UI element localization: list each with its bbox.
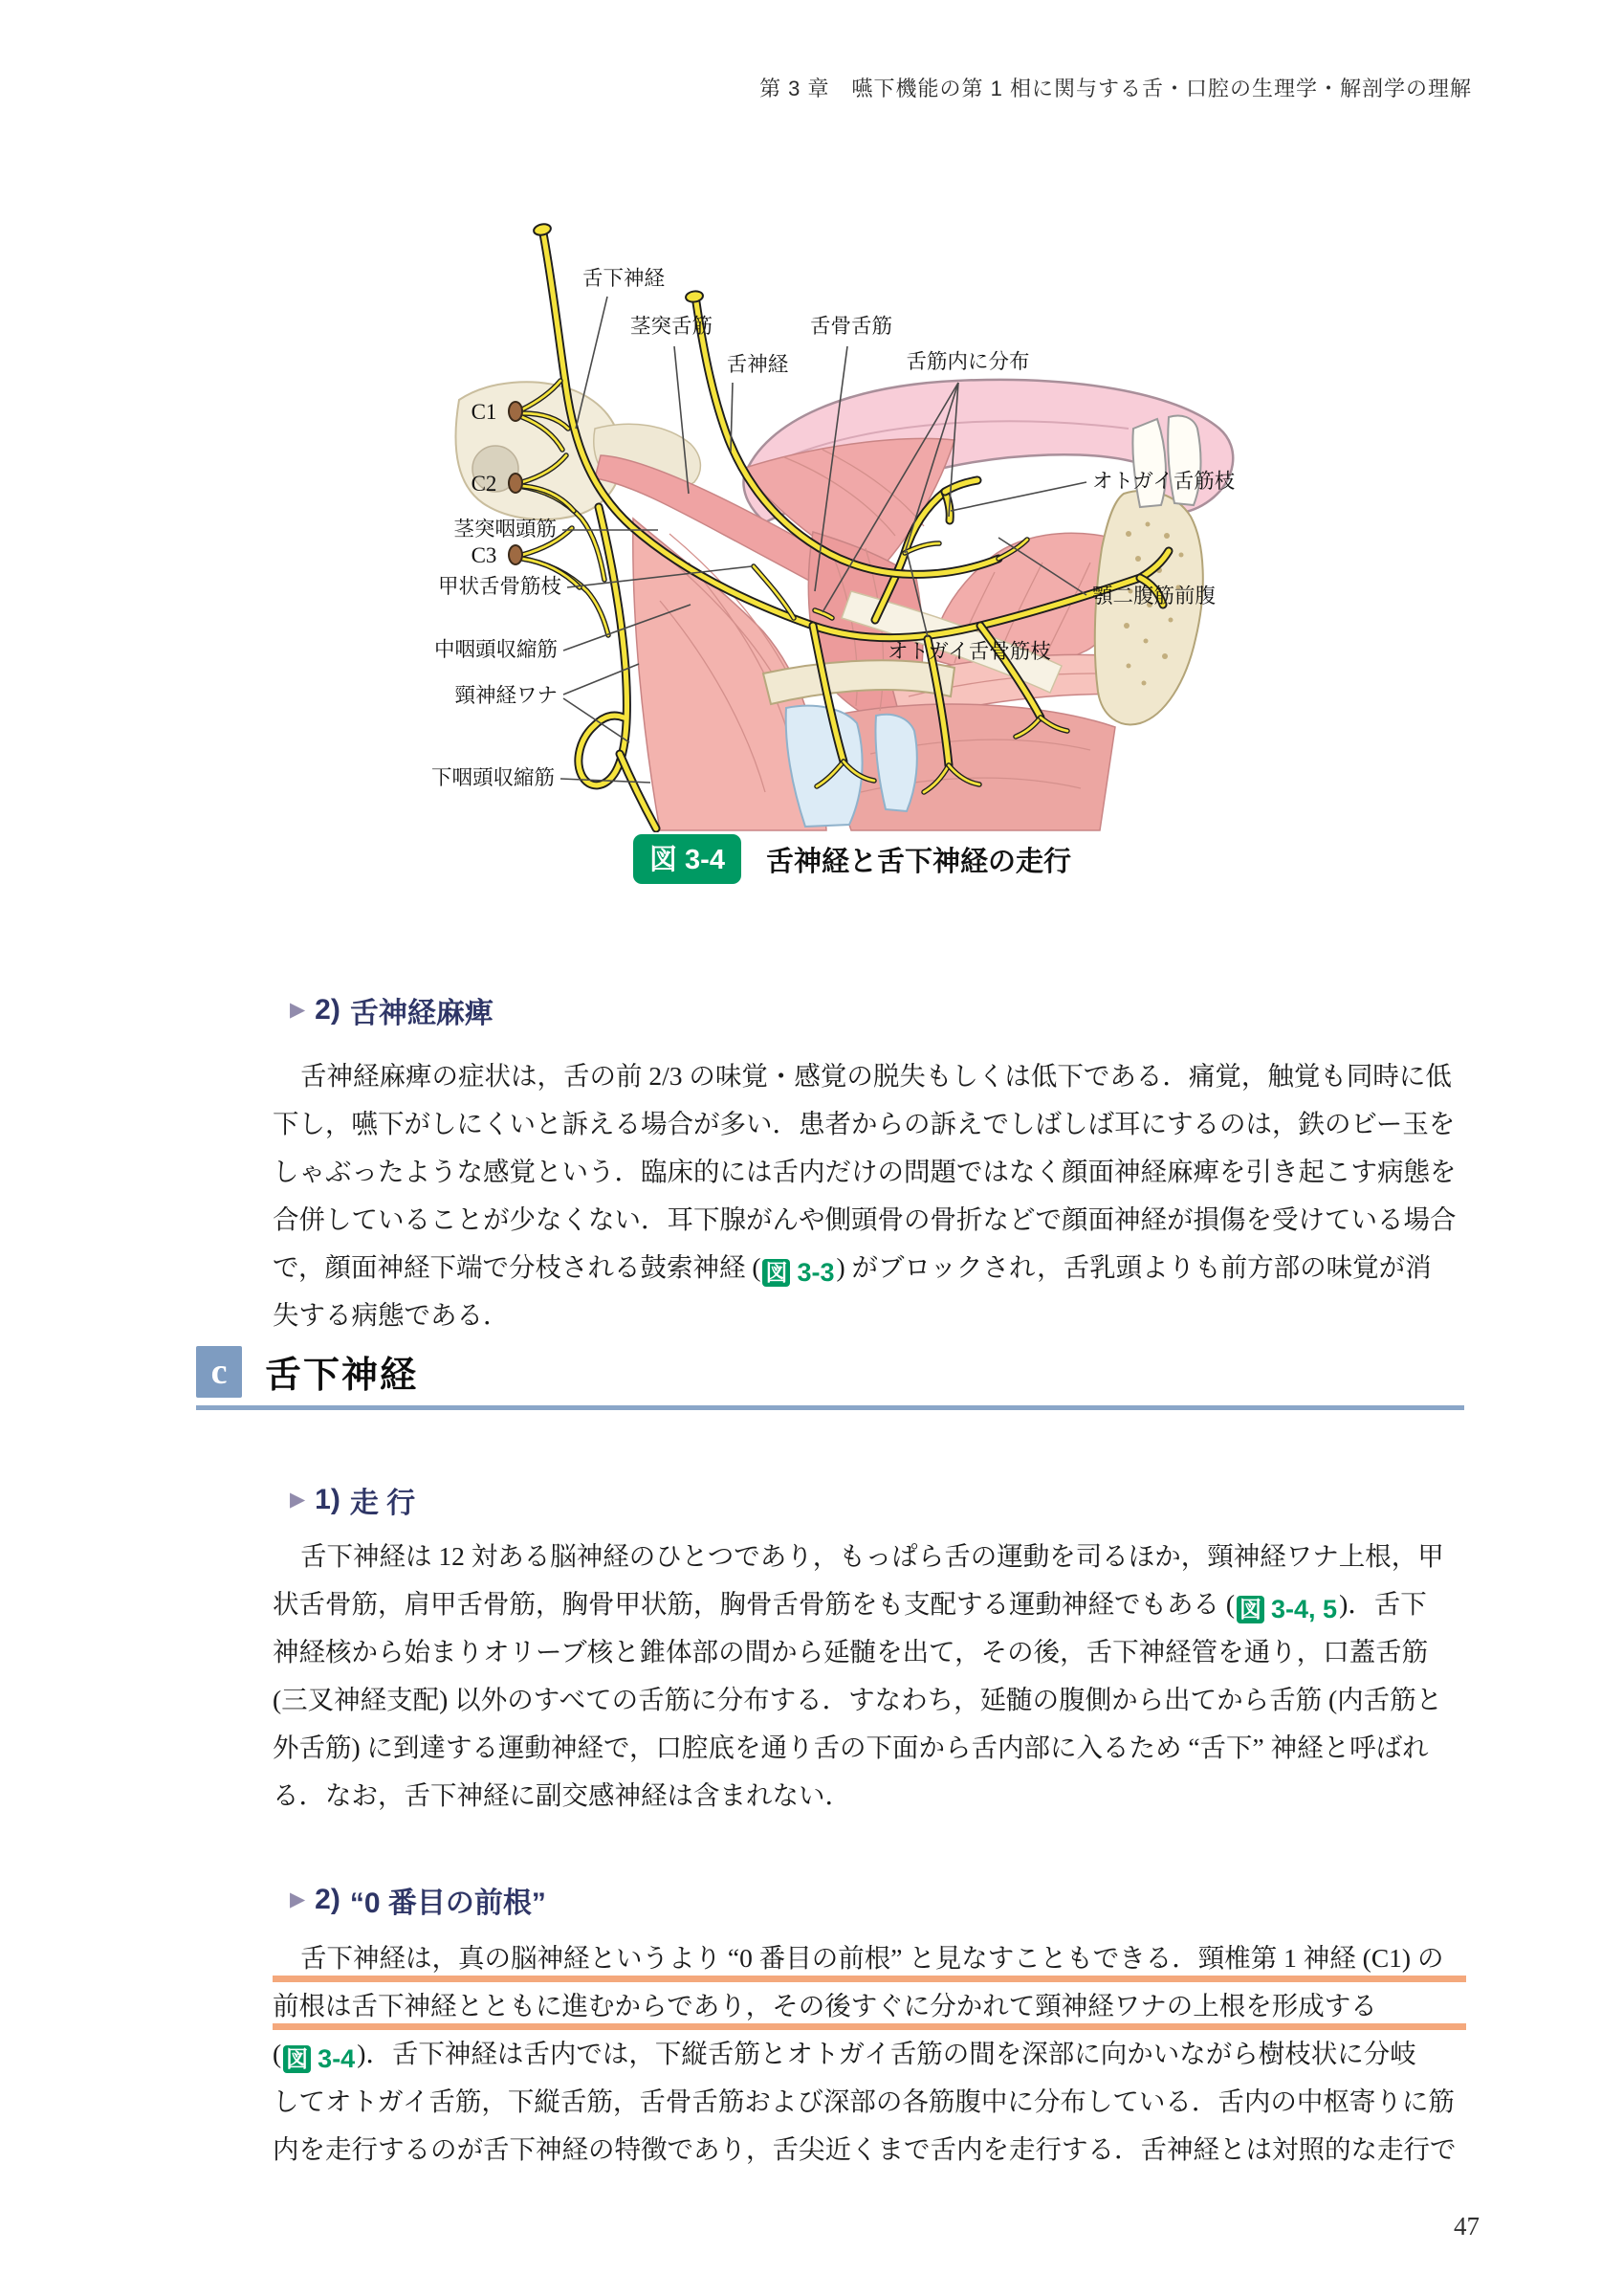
figure-reference — [1237, 1596, 1337, 1623]
inferior-pharyngeal-constrictor-label: 下咽頭収縮筋 — [430, 766, 555, 789]
thyrohyoid-branch-label: 甲状舌骨筋枝 — [437, 575, 561, 598]
text-segment: ) がブロックされ，舌乳頭よりも前方部の味覚が消 — [836, 1252, 1432, 1282]
text-line — [273, 1934, 1466, 1982]
section-number: 2) — [315, 1884, 340, 1915]
section-header-hypoglossal — [196, 1345, 1464, 1410]
section-heading-tongue-nerve-palsy — [290, 989, 493, 1031]
section-number: 1) — [315, 1484, 340, 1515]
geniohyoid-branch-label: オトガイ舌骨筋枝 — [888, 640, 1051, 663]
text-segment: 状舌骨筋，肩甲舌骨筋，胸骨甲状筋，胸骨舌骨筋をも支配する運動神経でもある ( — [273, 1589, 1236, 1619]
figure-caption — [633, 834, 1071, 884]
text-segment: 外舌筋) に到達する運動神経で，口腔底を通り舌の下面から舌内部に入るため “舌下” 神経と呼ばれ — [273, 1733, 1429, 1762]
section-title: “0 番目の前根” — [349, 1888, 546, 1919]
text-segment: 舌神経麻痺の症状は，舌の前 2/3 の味覚・感覚の脱失もしくは低下である．痛覚，触覚も同時に低 — [300, 1061, 1452, 1091]
triangle-marker-icon: ▶ — [290, 998, 306, 1021]
triangle-marker-icon: ▶ — [290, 1488, 306, 1511]
figure-ref-number: 3-4, 5 — [1271, 1595, 1338, 1623]
figure-ref-badge: 図 — [283, 2045, 311, 2073]
section-title: 舌神経麻痺 — [349, 998, 493, 1029]
text-line — [273, 1196, 1466, 1244]
stylopharyngeus-muscle-label: 茎突咽頭筋 — [453, 518, 557, 541]
text-line — [273, 1100, 1466, 1148]
middle-pharyngeal-constrictor-label: 中咽頭収縮筋 — [433, 638, 558, 661]
genioglossus-branch-leader-line — [951, 482, 1086, 511]
figure-reference — [283, 2045, 355, 2073]
text-segment: してオトガイ舌筋，下縦舌筋，舌骨舌筋および深部の各筋腹中に分布している．舌内の中枢寄りに筋 — [273, 2086, 1455, 2116]
text-line — [273, 1676, 1466, 1724]
text-line — [273, 1244, 1466, 1292]
text-segment: しゃぶったような感覚という．臨床的には舌内だけの問題ではなく顔面神経麻痺を引き起こす病態を — [273, 1157, 1457, 1186]
figure-ref-badge: 図 — [1237, 1596, 1264, 1623]
text-segment: 下し，嚥下がしにくいと訴える場合が多い．患者からの訴えでしばしば耳にするのは，鉄のビー玉を — [273, 1109, 1456, 1138]
nerve-cut-stubs — [533, 223, 704, 303]
text-segment: る．なお，舌下神経に副交感神経は含まれない． — [273, 1780, 851, 1810]
text-line — [273, 2078, 1466, 2126]
hypoglossal-nerve-label: 舌下神経 — [581, 267, 666, 290]
text-segment: ( — [273, 2039, 282, 2068]
section-title: 走 行 — [349, 1488, 416, 1519]
figure-ref-number: 3-3 — [797, 1258, 835, 1287]
text-segment: 前根は舌下神経とともに進むからであり，その後すぐに分かれて頸神経ワナの上根を形成する — [273, 1991, 1377, 2020]
section-main-title: 舌下神経 — [265, 1356, 419, 1396]
section-letter-badge: c — [196, 1346, 242, 1398]
figure-ref-number: 3-4 — [318, 2044, 356, 2073]
running-head: 第 3 章 嚥下機能の第 1 相に関与する舌・口腔の生理学・解剖学の理解 — [759, 77, 1472, 100]
ansa-cervicalis-label: 頸神経ワナ — [454, 684, 558, 707]
c3-root-label: C3 — [471, 543, 497, 567]
text-line — [273, 1628, 1466, 1676]
text-segment: (三叉神経支配) 以外のすべての舌筋に分布する．すなわち，延髄の腹側から出てから舌筋 (内舌筋と — [273, 1685, 1443, 1714]
text-segment: 舌下神経は，真の脳神経というより “0 番目の前根” と見なすこともできる．頸椎第 1 神経 (C1) の — [300, 1943, 1444, 1973]
paragraph-tongue-nerve-palsy — [273, 1052, 1466, 1339]
text-line — [273, 1772, 1466, 1820]
text-segment: で，顔面神経下端で分枝される鼓索神経 ( — [273, 1252, 761, 1282]
triangle-marker-icon: ▶ — [290, 1888, 306, 1910]
figure-ref-badge: 図 — [762, 1259, 790, 1287]
styloglossus-muscle-label: 茎突舌筋 — [629, 315, 713, 338]
section-rule-line — [196, 1405, 1464, 1410]
section-heading-course — [290, 1479, 415, 1521]
distribution-in-tongue-muscles-label: 舌筋内に分布 — [906, 350, 1030, 373]
lingual-nerve-label: 舌神経 — [726, 353, 789, 376]
anatomy-illustration — [316, 142, 1239, 832]
text-line — [273, 1148, 1466, 1196]
text-segment: )．舌下 — [1339, 1589, 1427, 1619]
text-segment: 失する病態である． — [273, 1300, 510, 1330]
text-line — [273, 1982, 1466, 2030]
page-number: 47 — [1454, 2212, 1480, 2241]
text-segment: 内を走行するのが舌下神経の特徴であり，舌尖近くまで舌内を走行する．舌神経とは対照的な走行で — [273, 2134, 1457, 2164]
text-line — [273, 2030, 1466, 2078]
c1-root-label: C1 — [471, 400, 497, 424]
text-line — [273, 1580, 1466, 1628]
figure-3-4 — [316, 142, 1239, 832]
figure-caption-badge: 図 3-4 — [633, 834, 741, 884]
section-heading-zeroth-root — [290, 1879, 546, 1921]
strap-muscles-lower — [832, 704, 1115, 830]
mandible-bone — [1095, 491, 1203, 724]
text-line — [273, 1292, 1466, 1339]
text-line — [273, 2126, 1466, 2174]
text-line — [273, 1724, 1466, 1772]
figure-caption-text: 舌神経と舌下神経の走行 — [765, 846, 1071, 877]
text-line — [273, 1533, 1466, 1580]
figure-reference — [762, 1259, 834, 1287]
text-segment: 舌下神経は 12 対ある脳神経のひとつであり，もっぱら舌の運動を司るほか，頸神経ワナ上根，甲 — [300, 1541, 1444, 1571]
hyoglossus-muscle-label: 舌骨舌筋 — [809, 315, 893, 338]
c2-root-label: C2 — [471, 472, 497, 496]
genioglossus-branch-label: オトガイ舌筋枝 — [1092, 470, 1236, 493]
paragraph-zeroth-root — [273, 1934, 1466, 2174]
digastric-anterior-belly-label: 顎二腹筋前腹 — [1092, 585, 1217, 607]
text-segment: 神経核から始まりオリーブ核と錐体部の間から延髄を出て，その後，舌下神経管を通り，口蓋舌筋 — [273, 1637, 1429, 1667]
section-number: 2) — [315, 994, 340, 1026]
text-segment: 合併していることが少なくない．耳下腺がんや側頭骨の骨折などで顔面神経が損傷を受けている場合 — [273, 1204, 1457, 1234]
paragraph-course — [273, 1533, 1466, 1820]
text-segment: )．舌下神経は舌内では，下縦舌筋とオトガイ舌筋の間を深部に向かいながら樹枝状に分岐 — [357, 2039, 1416, 2068]
text-line — [273, 1052, 1466, 1100]
